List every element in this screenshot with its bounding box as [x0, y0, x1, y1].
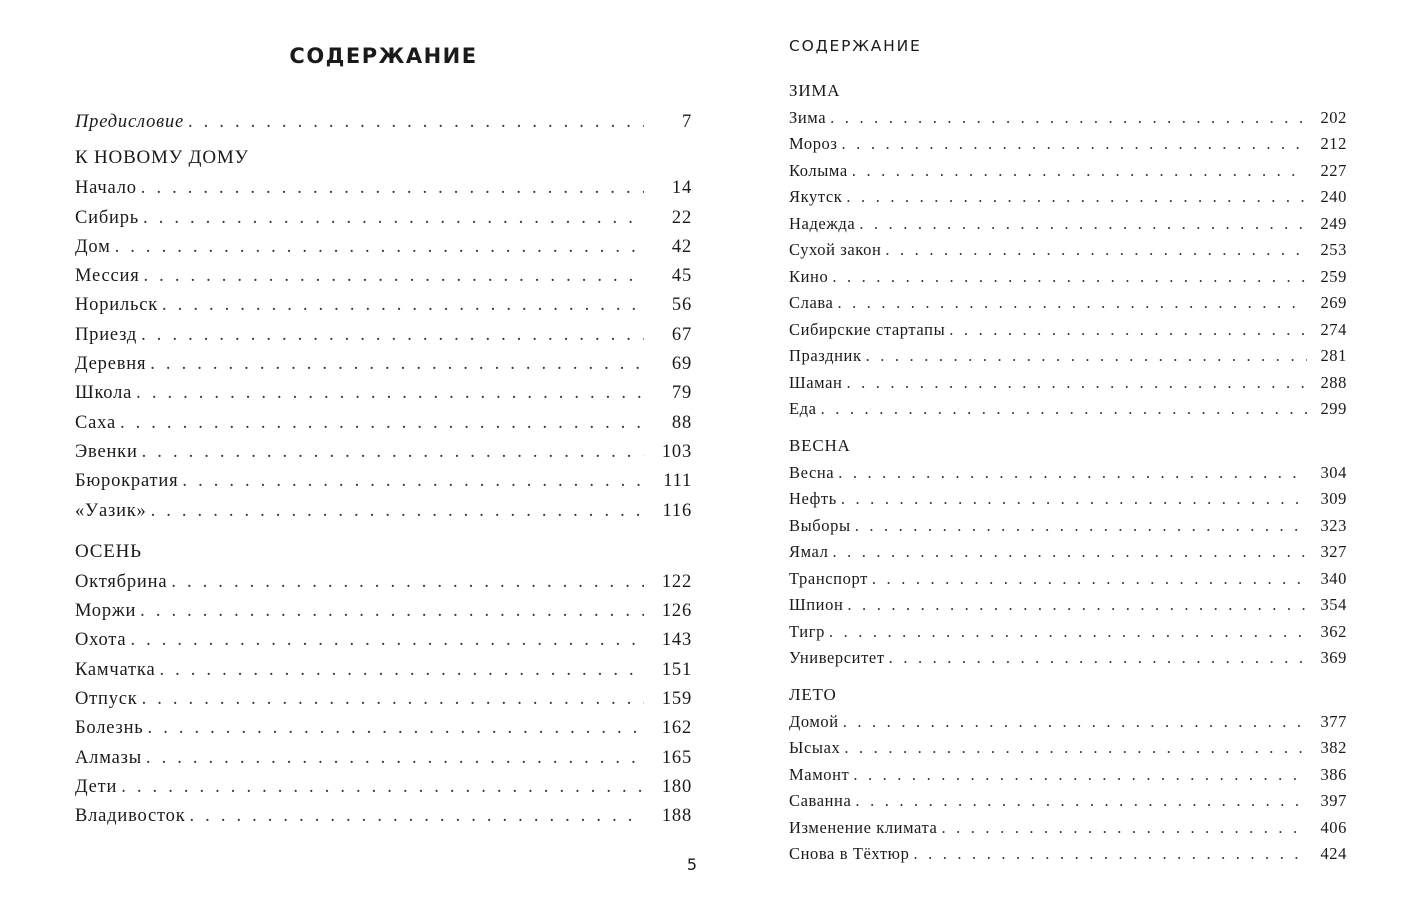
toc-leader-dots — [853, 762, 1307, 789]
toc-entry-page: 386 — [1320, 764, 1347, 784]
toc-leader-dots — [889, 645, 1307, 672]
toc-entry-page: 288 — [1320, 372, 1347, 392]
toc-leader-dots — [150, 350, 644, 379]
section-heading: ЗИМА — [789, 81, 841, 100]
toc-entry[interactable] — [789, 343, 1347, 370]
toc-entry[interactable] — [75, 379, 692, 408]
toc-entry-title: Тигр — [789, 621, 825, 641]
toc-entry[interactable] — [789, 841, 1347, 868]
toc-entry-title: Шпион — [789, 595, 844, 614]
toc-entry[interactable] — [789, 370, 1347, 397]
toc-leader-dots — [838, 460, 1307, 487]
toc-entry[interactable] — [789, 762, 1347, 789]
toc-entry-title: Сибирские стартапы — [789, 319, 946, 339]
toc-entry[interactable] — [75, 262, 692, 291]
toc-entry-title: Надежда — [789, 213, 856, 233]
toc-entry-title: Транспорт — [789, 568, 868, 588]
toc-entry[interactable] — [75, 568, 692, 597]
toc-entry-page: 56 — [671, 295, 692, 316]
toc-entry-page: 165 — [661, 747, 692, 768]
toc-entry[interactable] — [75, 409, 692, 438]
toc-leader-dots — [143, 204, 644, 233]
toc-leader-dots — [144, 262, 644, 291]
toc-entry-page: 122 — [661, 571, 692, 592]
toc-entry-title: Болезнь — [75, 718, 144, 739]
toc-entry-page: 397 — [1320, 791, 1347, 810]
toc-section — [789, 682, 1347, 868]
toc-leader-dots — [852, 158, 1307, 185]
toc-entry-title: Дом — [75, 236, 111, 257]
toc-entry[interactable] — [75, 744, 692, 773]
toc-entry[interactable] — [789, 105, 1347, 132]
toc-entry-title: Колыма — [789, 160, 848, 180]
toc-entry-page: 67 — [671, 324, 692, 345]
toc-leader-dots — [847, 592, 1307, 619]
toc-entry-title: Домой — [789, 711, 839, 731]
toc-entry-page: 151 — [661, 659, 692, 680]
toc-entry[interactable] — [75, 291, 692, 320]
toc-leader-dots — [941, 815, 1307, 842]
toc-entry[interactable] — [75, 497, 692, 526]
toc-entry-title: Выборы — [789, 515, 851, 535]
toc-entry[interactable] — [789, 131, 1347, 158]
toc-entry-title: Ысыах — [789, 738, 841, 757]
page-title: СОДЕРЖАНИЕ — [289, 44, 478, 68]
toc-entry-page: 406 — [1320, 817, 1347, 837]
toc-entry[interactable] — [789, 486, 1347, 513]
toc-entry[interactable] — [789, 815, 1347, 842]
toc-entry-page: 382 — [1320, 738, 1347, 757]
toc-leader-dots — [841, 486, 1307, 513]
toc-entry[interactable] — [789, 317, 1347, 344]
toc-entry-title: Начало — [75, 178, 137, 199]
toc-entry-title: Мамонт — [789, 764, 850, 784]
section-heading: ВЕСНА — [789, 436, 851, 455]
toc-entry-page: 79 — [671, 383, 692, 404]
toc-leader-dots — [171, 568, 644, 597]
toc-entry-page: 259 — [1320, 266, 1347, 286]
toc-leader-dots — [136, 379, 644, 408]
toc-entry[interactable] — [75, 685, 692, 714]
toc-entry-page: 180 — [661, 776, 692, 797]
toc-leader-dots — [832, 539, 1307, 566]
toc-leader-dots — [829, 619, 1307, 646]
toc-section — [75, 536, 692, 832]
toc-entry-title: Еда — [789, 399, 817, 418]
toc-entry-page: 227 — [1320, 160, 1347, 180]
toc-entry-page: 202 — [1320, 107, 1347, 127]
toc-entry[interactable] — [789, 264, 1347, 291]
toc-entry[interactable] — [75, 626, 692, 655]
toc-entry-page: 69 — [671, 354, 692, 375]
toc-entry-title: Слава — [789, 293, 834, 312]
toc-entry[interactable] — [75, 233, 692, 262]
toc-entry[interactable] — [75, 597, 692, 626]
toc-entry-page: 309 — [1320, 489, 1347, 508]
toc-leader-dots — [130, 626, 644, 655]
toc-entry-page: 327 — [1320, 542, 1347, 561]
toc-entry-page: 103 — [661, 441, 692, 462]
toc-entry[interactable] — [789, 788, 1347, 815]
toc-entry[interactable] — [75, 438, 692, 467]
toc-leader-dots — [162, 291, 644, 320]
toc-leader-dots — [188, 108, 644, 137]
toc-leader-dots — [866, 343, 1307, 370]
toc-entry-preface[interactable] — [75, 108, 692, 137]
toc-leader-dots — [121, 773, 644, 802]
toc-entry-page: 212 — [1320, 134, 1347, 153]
toc-entry-title: Сибирь — [75, 207, 140, 228]
toc-entry-title: Школа — [75, 383, 133, 404]
toc-entry[interactable] — [75, 714, 692, 743]
section-heading: ОСЕНЬ — [75, 540, 142, 562]
section-heading: К НОВОМУ ДОМУ — [75, 147, 249, 169]
toc-leader-dots — [151, 497, 644, 526]
toc-entry-page: 377 — [1320, 711, 1347, 731]
toc-entry-page: 22 — [671, 207, 692, 228]
toc-entry-title: Камчатка — [75, 659, 156, 680]
toc-entry-title: Предисловие — [75, 112, 185, 132]
toc-leader-dots — [842, 131, 1307, 158]
toc-leader-dots — [830, 105, 1307, 132]
toc-leader-dots — [120, 409, 644, 438]
toc-leader-dots — [855, 513, 1307, 540]
toc-entry[interactable] — [789, 237, 1347, 264]
toc-entry-title: Кино — [789, 266, 829, 286]
toc-entry-title: Университет — [789, 648, 885, 667]
toc-entry-title: Охота — [75, 630, 127, 651]
toc-entry-page: 240 — [1320, 187, 1347, 206]
toc-leader-dots — [142, 685, 644, 714]
toc-entry-title: Моржи — [75, 601, 137, 622]
toc-entry-title: Приезд — [75, 324, 138, 345]
toc-entry-title: Октябрина — [75, 571, 168, 592]
toc-leader-dots — [821, 396, 1307, 423]
toc-entry-title: Отпуск — [75, 689, 138, 710]
toc-entry-title: Сухой закон — [789, 240, 882, 259]
toc-entry-title: Саха — [75, 412, 116, 433]
toc-entry-page: 143 — [661, 630, 692, 651]
toc-entry-page: 323 — [1320, 515, 1347, 535]
toc-entry[interactable] — [75, 467, 692, 496]
toc-entry-page: 340 — [1320, 568, 1347, 588]
toc-entry-title: Дети — [75, 776, 118, 797]
toc-section — [789, 433, 1347, 672]
toc-entry-title: Нефть — [789, 489, 837, 508]
toc-entry[interactable] — [75, 802, 692, 831]
toc-leader-dots — [141, 174, 644, 203]
right-page — [703, 0, 1407, 904]
toc-leader-dots — [872, 566, 1307, 593]
toc-entry-title: Шаман — [789, 372, 843, 392]
toc-leader-dots — [148, 714, 644, 743]
toc-entry[interactable] — [789, 211, 1347, 238]
toc-entry-title: Эвенки — [75, 441, 138, 462]
toc-leader-dots — [844, 735, 1307, 762]
toc-entry-page: 42 — [671, 236, 692, 257]
toc-entry-page: 354 — [1320, 595, 1347, 614]
toc-entry[interactable] — [789, 566, 1347, 593]
toc-entry-page: 188 — [661, 806, 692, 827]
toc-entry-title: Саванна — [789, 791, 852, 810]
toc-entry-page: 88 — [671, 412, 692, 433]
toc-entry-title: Владивосток — [75, 806, 186, 827]
toc-leader-dots — [146, 744, 644, 773]
section-heading: ЛЕТО — [789, 685, 837, 704]
toc-entry-page: 7 — [681, 112, 692, 132]
toc-leader-dots — [141, 321, 644, 350]
toc-entry[interactable] — [75, 350, 692, 379]
toc-leader-dots — [846, 184, 1307, 211]
toc-leader-dots — [159, 656, 644, 685]
toc-entry-title: Праздник — [789, 346, 862, 365]
toc-leader-dots — [846, 370, 1307, 397]
toc-entry-page: 159 — [661, 689, 692, 710]
toc-entry-title: Мессия — [75, 266, 140, 287]
toc-entry-page: 45 — [671, 266, 692, 287]
right-toc — [789, 78, 1347, 868]
toc-entry-title: Изменение климата — [789, 817, 938, 837]
toc-entry[interactable] — [75, 773, 692, 802]
toc-entry-title: Мороз — [789, 134, 838, 153]
toc-entry-page: 111 — [663, 471, 692, 492]
toc-entry[interactable] — [789, 460, 1347, 487]
toc-entry-page: 424 — [1320, 844, 1347, 863]
toc-leader-dots — [142, 438, 644, 467]
toc-entry-title: Снова в Тёхтюр — [789, 844, 910, 863]
toc-entry-page: 362 — [1320, 621, 1347, 641]
left-toc — [75, 108, 692, 832]
toc-section — [789, 78, 1347, 423]
toc-leader-dots — [885, 237, 1307, 264]
toc-entry-page: 14 — [671, 178, 692, 199]
toc-entry[interactable] — [789, 735, 1347, 762]
toc-entry[interactable] — [75, 204, 692, 233]
left-page — [0, 0, 703, 904]
toc-entry[interactable] — [789, 619, 1347, 646]
page-number: 5 — [686, 855, 698, 874]
toc-leader-dots — [837, 290, 1307, 317]
toc-entry-title: «Уазик» — [75, 500, 147, 521]
toc-entry-title: Норильск — [75, 295, 159, 316]
toc-leader-dots — [949, 317, 1307, 344]
toc-entry[interactable] — [789, 592, 1347, 619]
toc-leader-dots — [843, 709, 1307, 736]
toc-entry[interactable] — [789, 645, 1347, 672]
toc-entry-title: Весна — [789, 462, 835, 482]
toc-entry[interactable] — [789, 184, 1347, 211]
toc-entry-page: 253 — [1320, 240, 1347, 259]
toc-entry-title: Якутск — [789, 187, 843, 206]
toc-entry[interactable] — [789, 158, 1347, 185]
running-header: СОДЕРЖАНИЕ — [789, 37, 922, 55]
toc-entry[interactable] — [75, 321, 692, 350]
toc-entry-page: 269 — [1320, 293, 1347, 312]
toc-entry-title: Алмазы — [75, 747, 142, 768]
toc-entry-title: Деревня — [75, 354, 147, 375]
toc-leader-dots — [913, 841, 1307, 868]
toc-entry-page: 281 — [1320, 346, 1347, 365]
toc-leader-dots — [832, 264, 1307, 291]
toc-entry[interactable] — [75, 174, 692, 203]
toc-entry-title: Бюрократия — [75, 471, 179, 492]
toc-leader-dots — [115, 233, 644, 262]
toc-leader-dots — [859, 211, 1307, 238]
toc-entry-page: 249 — [1320, 213, 1347, 233]
toc-entry-page: 369 — [1320, 648, 1347, 667]
toc-entry-page: 274 — [1320, 319, 1347, 339]
toc-entry-page: 162 — [661, 718, 692, 739]
toc-leader-dots — [182, 467, 644, 496]
toc-section — [75, 142, 692, 526]
toc-entry-page: 116 — [662, 500, 692, 521]
toc-entry-page: 304 — [1320, 462, 1347, 482]
toc-entry-page: 299 — [1320, 399, 1347, 418]
toc-entry[interactable] — [789, 539, 1347, 566]
toc-entry-title: Зима — [789, 107, 827, 127]
toc-entry[interactable] — [75, 656, 692, 685]
toc-entry[interactable] — [789, 290, 1347, 317]
toc-leader-dots — [855, 788, 1307, 815]
toc-entry[interactable] — [789, 709, 1347, 736]
toc-leader-dots — [140, 597, 644, 626]
toc-entry-page: 126 — [661, 601, 692, 622]
toc-entry[interactable] — [789, 513, 1347, 540]
toc-leader-dots — [190, 802, 644, 831]
toc-entry[interactable] — [789, 396, 1347, 423]
toc-entry-title: Ямал — [789, 542, 829, 561]
